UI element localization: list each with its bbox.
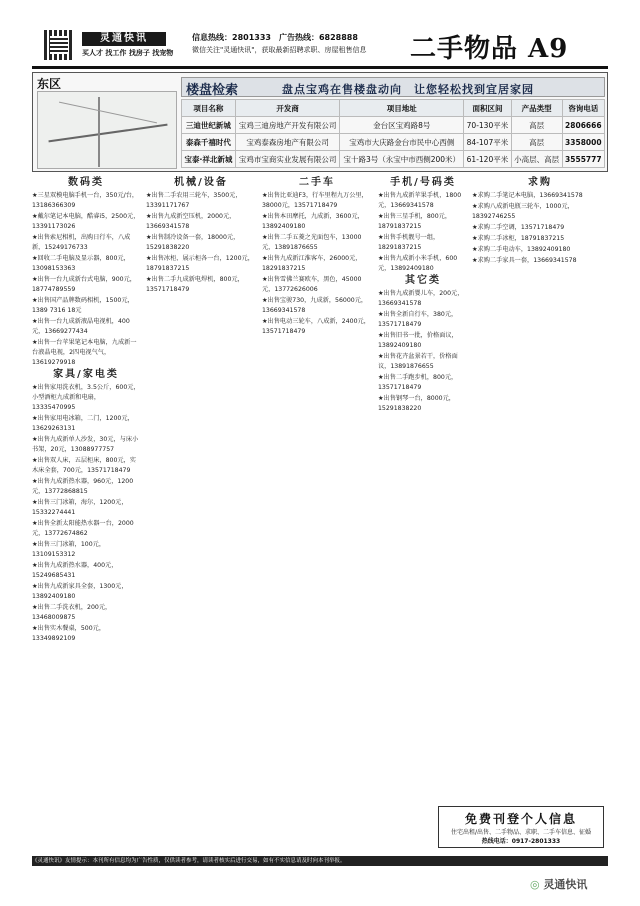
table-row <box>182 151 605 168</box>
classified-item: ★出售二手五菱之光面包车，13000元，13891876655 <box>262 234 362 251</box>
classified-item: ★出售制冷设备一套，18000元，15291838220 <box>146 234 240 251</box>
classified-item: ★出售二手洗衣机，200元，13468009875 <box>32 604 112 621</box>
classified-item: ★出售九成新热水器，400元，15249685431 <box>32 562 118 579</box>
classified-item: ★出售九成新江淮客车，26000元，18291837215 <box>262 255 362 272</box>
category-heading: 其它类 <box>405 275 441 286</box>
classified-item: ★出售三门冰箱，海尔，1200元，15332274441 <box>32 499 128 516</box>
classified-item: ★出售雪佛兰赛欧车，黑色，45000元，13772626006 <box>262 276 362 293</box>
classified-item: ★出售全新太阳能热水器一台，2000元，13772674862 <box>32 520 134 537</box>
classified-item: ★求购二手笔记本电脑，13669341578 <box>472 192 583 199</box>
classified-item: ★出售九成新单人沙发，30元，与床小书架，20元，13088977757 <box>32 436 139 453</box>
classified-item: ★出售本田摩托，九成新，3600元，13892409180 <box>262 213 364 230</box>
classified-item: ★回收二手电脑及显示器，800元，13098153363 <box>32 255 130 272</box>
classified-item: ★出售一台苹果笔记本电脑，九成新一台液晶电视，2四电视气气，13619279918 <box>32 339 137 366</box>
category-heading: 二手车 <box>299 177 335 188</box>
classified-item: ★出售九成新苹果手机，1800元，13669341578 <box>378 192 462 209</box>
column-machinery <box>146 176 256 828</box>
table-cell: 3358000 <box>562 134 604 151</box>
classified-item: ★出售宝骏730，九成新，56000元，13669341578 <box>262 297 368 314</box>
table-header: 开发商 <box>235 100 339 117</box>
classified-item: ★出售一台九成新液晶电视机，400元，13669277434 <box>32 318 130 335</box>
table-cell: 2806666 <box>562 117 604 134</box>
location-map <box>37 91 177 169</box>
classified-item: ★出售索尼相机，出购日行车，八成新，15249176733 <box>32 234 131 251</box>
table-cell: 宝鸡泰森房地产有限公司 <box>235 134 339 151</box>
classified-item: ★出售二手农用三轮车，3500元，13391171767 <box>146 192 242 209</box>
district-label: 东区 <box>37 77 62 91</box>
property-table <box>181 99 605 168</box>
section-title: 二手物品 A9 <box>410 34 569 64</box>
classified-item: ★出售家用电冰箱，二门，1200元，13629263131 <box>32 415 134 432</box>
classified-item: ★出售三星手机，800元，18791837215 <box>378 213 452 230</box>
category-heading: 数码类 <box>68 177 104 188</box>
wechat-info: 微信关注"灵通快讯"，获取最新招聘求职、房屋租售信息 <box>192 46 367 54</box>
category-heading: 手机/号码类 <box>390 177 456 188</box>
classified-item: ★求购二手空调，13571718479 <box>472 224 565 231</box>
header-rule <box>32 66 608 69</box>
classified-item: ★出售冰柜、展示柜各一台，1200元，18791837215 <box>146 255 254 272</box>
listing-subtitle: 盘点宝鸡在售楼盘动向 让您轻松找到宜居家园 <box>282 83 534 96</box>
table-cell: 泰森千禧时代 <box>182 134 236 151</box>
classified-item: ★出售九成新空压机，2000元，13669341578 <box>146 213 236 230</box>
classified-item: ★出售手机靓号一组，18291837215 <box>378 234 440 251</box>
qr-code-icon <box>44 30 74 60</box>
map-road <box>59 102 157 124</box>
brand-slogan: 买人才 找工作 找房子 找宠物 <box>82 49 174 57</box>
classified-item: ★出售九成新小米手机，600元，13892409180 <box>378 255 458 272</box>
table-cell: 宝鸡市大庆路金台市民中心西侧 <box>340 134 464 151</box>
classified-item: ★出售双人床，五层柜床，800元，实木床全套，700元，13571718479 <box>32 457 136 474</box>
footer-notice: 《灵通快讯》友情提示：本刊所有信息均为广告性质，仅供读者参考，请读者核实后进行交易，如有不实信息请及时向本刊举报。 <box>32 856 608 866</box>
classified-item: ★出售九成新热水器，960元，1200元，13772868815 <box>32 478 134 495</box>
column-phones-other <box>378 176 468 828</box>
category-heading: 求购 <box>528 177 552 188</box>
table-cell: 三迪世纪新城 <box>182 117 236 134</box>
free-listing-title: 免费刊登个人信息 <box>464 812 577 826</box>
map-road <box>48 124 167 143</box>
classified-item: ★出售九成新家具全套，1300元，13892409180 <box>32 583 128 600</box>
classified-item: ★出售九成新婴儿车，200元，13669341578 <box>378 290 464 307</box>
classified-item: ★出售二手九成新电焊机，800元，13571718479 <box>146 276 244 293</box>
classified-item: ★求购八成新电瓶三轮车，1000元，18392746255 <box>472 203 574 220</box>
table-row <box>182 117 605 134</box>
classified-item: ★出售国产品牌数码相机，1500元，1389 7316 18元 <box>32 297 134 314</box>
free-listing-tel: 热线电话：0917-2801333 <box>481 838 561 845</box>
listing-title-bar <box>181 77 605 97</box>
table-header: 项目名称 <box>182 100 236 117</box>
table-cell: 3555777 <box>562 151 604 168</box>
classified-item: ★三星双模电脑手机一台，350元/台，13186366309 <box>32 192 139 209</box>
classified-columns <box>32 176 608 828</box>
column-wanted <box>472 176 608 796</box>
classified-item: ★出售一台九成新台式电脑，900元，18774789559 <box>32 276 136 293</box>
table-cell: 宝泰·祥北新城 <box>182 151 236 168</box>
classified-item: ★出售二手跑步机，800元，13571718479 <box>378 374 458 391</box>
table-header: 项目地址 <box>340 100 464 117</box>
classified-item: ★出售实木餐桌，500元，13349892109 <box>32 625 106 642</box>
classified-item: ★出售三门冰箱，100元，13109153312 <box>32 541 106 558</box>
classified-item: ★求购二手家具一套，13669341578 <box>472 257 577 264</box>
watermark: ◎ 灵通快讯 <box>530 876 587 892</box>
map-road <box>98 97 100 167</box>
column-cars <box>262 176 372 828</box>
brand-logo: 灵通快讯 <box>82 32 166 46</box>
classified-item: ★出售全新自行车，380元，13571718479 <box>378 311 458 328</box>
table-cell: 61-120平米 <box>464 151 511 168</box>
table-cell: 宝鸡三迪房地产开发有限公司 <box>235 117 339 134</box>
table-header: 产品类型 <box>511 100 562 117</box>
classified-item: ★戴尔笔记本电脑，酷睿i5，2500元，13391173026 <box>32 213 140 230</box>
table-cell: 70-130平米 <box>464 117 511 134</box>
classified-item: ★求购二手冰柜，18791837215 <box>472 235 565 242</box>
table-cell: 金台区宝鸡路8号 <box>340 117 464 134</box>
free-listing-sub: 住宅出租/出售、二手物品、求职、二手车信息、征婚 <box>450 829 592 836</box>
listing-title: 楼盘检索 <box>186 83 239 98</box>
table-cell: 宝鸡市宝商实业发展有限公司 <box>235 151 339 168</box>
classified-item: ★出售旧书一批，价格面议，13892409180 <box>378 332 458 349</box>
table-cell: 高层 <box>511 134 562 151</box>
table-cell: 小高层、高层 <box>511 151 562 168</box>
classified-item: ★出售花卉盆景若干，价格面议，13891876655 <box>378 353 458 370</box>
column-digital-furniture <box>32 176 140 828</box>
table-header: 咨询电话 <box>562 100 604 117</box>
classified-item: ★出售比亚迪F3，行车里程九万公里，38000元，13571718479 <box>262 192 368 209</box>
table-row <box>182 134 605 151</box>
classified-item: ★出售电动三轮车，八成新，2400元，13571718479 <box>262 318 370 335</box>
classified-item: ★求购二手电动车，13892409180 <box>472 246 571 253</box>
table-header: 面积区间 <box>464 100 511 117</box>
table-cell: 84-107平米 <box>464 134 511 151</box>
table-cell: 宝十路3号（永宝中市西侧200米） <box>340 151 464 168</box>
category-heading: 机械/设备 <box>174 177 228 188</box>
property-banner <box>32 72 608 172</box>
classified-item: ★出售家用洗衣机，3.5公斤，600元，小型酒柜九成新和电扇，13335470995 <box>32 384 140 411</box>
free-listing-box <box>438 806 604 848</box>
masthead <box>0 0 640 66</box>
classified-item: ★出售钢琴一台，8000元，15291838220 <box>378 395 455 412</box>
table-cell: 高层 <box>511 117 562 134</box>
category-heading: 家具/家电类 <box>53 369 119 380</box>
hotline-info: 信息热线：2801333 广告热线：6828888 <box>192 33 358 42</box>
